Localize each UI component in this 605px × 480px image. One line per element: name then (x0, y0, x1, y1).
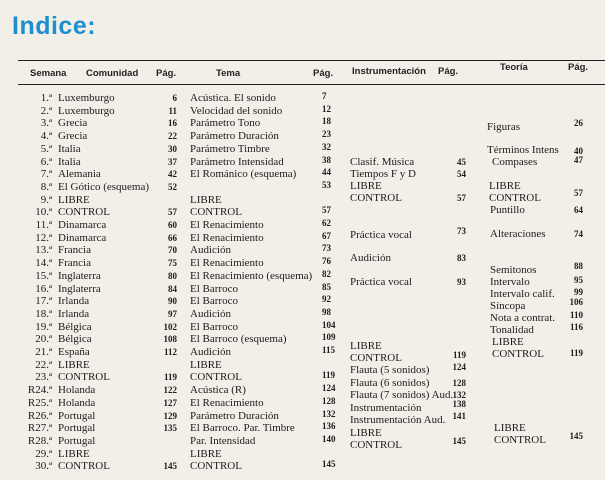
row-semana: 6.ª (40, 155, 52, 168)
row-pag-comunidad: 66 (168, 232, 177, 243)
row-tema: Parámetro Timbre (190, 142, 270, 155)
row-tema: El Barroco (esquema) (190, 333, 287, 346)
top-rule (18, 60, 605, 61)
teoria-item: Intervalo calif. (490, 288, 555, 300)
row-pag-tema: 32 (322, 141, 331, 152)
row-semana: R26.ª (27, 409, 52, 422)
row-pag-comunidad: 52 (168, 181, 177, 192)
row-tema: Parámetro Duración (190, 409, 279, 422)
row-comunidad: Portugal (58, 434, 96, 447)
row-pag-comunidad: 80 (168, 270, 177, 281)
instrumentacion-item: Flauta (7 sonidos) Aud. (350, 389, 454, 401)
row-pag-tema: 12 (322, 103, 331, 114)
row-semana: 14.ª (35, 257, 52, 270)
row-semana: 21.ª (35, 346, 52, 358)
teoria-item: Alteraciones (490, 228, 546, 240)
teoria-pag: 119 (569, 348, 583, 358)
row-pag-tema: 92 (322, 294, 331, 305)
row-semana: R25.ª (27, 396, 52, 409)
row-pag-comunidad: 90 (168, 296, 177, 307)
row-tema: LIBRE (190, 358, 222, 371)
row-pag-comunidad: 102 (163, 321, 177, 332)
header-comunidad: Comunidad (86, 68, 139, 79)
row-semana: 29.ª (35, 447, 52, 460)
row-comunidad: Alemania (58, 168, 101, 181)
row-tema: CONTROL (190, 371, 242, 384)
instrumentacion-pag: 138 (452, 399, 466, 409)
row-pag-tema: 23 (322, 129, 331, 140)
row-pag-comunidad: 108 (163, 334, 177, 345)
teoria-item: LIBRE (489, 180, 521, 192)
teoria-item: Compases (492, 156, 538, 168)
teoria-item: Síncopa (490, 300, 526, 312)
row-comunidad: Portugal (58, 409, 96, 422)
teoria-item: LIBRE (492, 336, 524, 348)
row-comunidad: Bélgica (58, 333, 92, 346)
row-semana: 18.ª (35, 307, 52, 320)
row-pag-comunidad: 119 (163, 372, 177, 383)
row-semana: 22.ª (35, 358, 52, 371)
row-pag-comunidad: 84 (168, 283, 177, 294)
teoria-pag: 64 (574, 205, 583, 215)
row-comunidad: Irlanda (58, 295, 90, 308)
row-tema: El Renacimiento (190, 396, 264, 409)
row-pag-comunidad: 97 (168, 308, 177, 319)
row-pag-comunidad: 127 (163, 397, 177, 408)
row-comunidad: Francia (58, 244, 91, 257)
row-semana: 30.ª (35, 460, 52, 473)
row-tema: CONTROL (190, 206, 242, 219)
row-pag-comunidad: 16 (168, 118, 177, 129)
row-tema: El Barroco. Par. Timbre (190, 422, 295, 435)
instrumentacion-item: CONTROL (350, 439, 402, 451)
row-pag-comunidad: 112 (163, 347, 177, 357)
row-semana: 15.ª (35, 269, 52, 282)
row-pag-comunidad: 70 (168, 245, 177, 256)
instrumentacion-pag: 45 (457, 157, 466, 167)
row-semana: R28.ª (27, 434, 52, 447)
teoria-pag: 95 (574, 275, 583, 285)
row-pag-comunidad: 57 (168, 207, 177, 218)
instrumentacion-item: LIBRE (350, 180, 382, 192)
row-comunidad: Bélgica (58, 320, 92, 333)
row-comunidad: Luxemburgo (58, 92, 115, 104)
row-comunidad: LIBRE (58, 193, 90, 206)
instrumentacion-pag: 93 (457, 277, 466, 287)
row-pag-tema: 57 (322, 205, 331, 216)
teoria-pag: 57 (574, 188, 583, 198)
row-tema: El Renacimiento (190, 231, 264, 244)
row-semana: 16.ª (35, 282, 52, 295)
row-comunidad: CONTROL (58, 371, 110, 384)
header-pag-teoria: Pág. (568, 62, 589, 73)
row-semana: 4.ª (40, 130, 52, 143)
row-comunidad: España (58, 346, 90, 358)
row-semana: 3.ª (40, 117, 52, 130)
row-tema: El Románico (esquema) (190, 168, 297, 181)
row-comunidad: CONTROL (58, 206, 110, 219)
row-pag-tema: 136 (322, 421, 336, 432)
teoria-item: Figuras (487, 121, 520, 133)
instrumentacion-pag: 119 (452, 350, 466, 360)
page-title: Indice: (12, 12, 97, 40)
header-semana: Semana (30, 68, 67, 79)
row-comunidad: Italia (58, 142, 81, 155)
teoria-pag: 145 (569, 431, 583, 441)
teoria-item: Nota a contrat. (490, 312, 556, 324)
instrumentacion-pag: 73 (457, 226, 466, 236)
row-semana: 2.ª (40, 104, 52, 117)
teoria-item: CONTROL (492, 348, 544, 360)
row-comunidad: Italia (58, 155, 81, 168)
row-tema: Audición (190, 346, 231, 358)
row-tema: El Renacimiento (esquema) (190, 269, 313, 282)
teoria-item: LIBRE (494, 422, 526, 434)
instrumentacion-item: LIBRE (350, 427, 382, 439)
row-semana: 5.ª (40, 142, 52, 155)
instrumentacion-item: CONTROL (350, 192, 402, 204)
row-pag-tema: 132 (322, 408, 336, 419)
teoria-pag: 106 (569, 297, 583, 307)
row-tema: El Renacimiento (190, 219, 264, 231)
row-semana: 8.ª (40, 180, 52, 193)
row-pag-tema: 44 (322, 167, 331, 178)
row-pag-tema: 109 (322, 332, 336, 343)
instrumentacion-item: Tiempos F y D (350, 168, 416, 180)
teoria-pag: 110 (569, 310, 583, 320)
row-semana: R27.ª (27, 422, 52, 435)
instrumentacion-item: Audición (350, 252, 391, 264)
header-pag-comunidad: Pág. (156, 68, 177, 79)
row-semana: 17.ª (35, 295, 52, 308)
row-pag-tema: 62 (322, 218, 331, 228)
row-pag-comunidad: 30 (168, 143, 177, 154)
instrumentacion-item: Clasif. Música (350, 156, 415, 168)
row-pag-comunidad: 11 (168, 105, 177, 116)
row-pag-tema: 104 (322, 319, 336, 330)
row-pag-tema: 140 (322, 433, 336, 444)
teoria-item: CONTROL (494, 434, 546, 446)
row-tema: Audición (190, 307, 231, 320)
header-teoria: Teoría (500, 62, 528, 73)
row-comunidad: LIBRE (58, 447, 90, 460)
teoria-pag: 40 (574, 146, 583, 156)
row-comunidad: El Gótico (esquema) (58, 180, 150, 193)
row-semana: 7.ª (40, 168, 52, 181)
instrumentacion-pag: 124 (452, 362, 466, 372)
row-comunidad: Luxemburgo (58, 104, 115, 117)
header-instrumentacion: Instrumentación (352, 66, 426, 77)
row-pag-tema: 18 (322, 116, 331, 127)
instrumentacion-item: CONTROL (350, 352, 402, 364)
row-tema: LIBRE (190, 447, 222, 460)
teoria-pag: 74 (574, 229, 583, 239)
row-pag-comunidad: 129 (163, 410, 177, 421)
teoria-item: Términos Intens (487, 144, 559, 156)
teoria-pag: 26 (574, 118, 583, 128)
row-semana: R24.ª (27, 384, 52, 397)
row-pag-comunidad: 60 (168, 220, 177, 230)
header-rule (18, 84, 605, 85)
row-pag-tema: 67 (322, 230, 331, 241)
instrumentacion-item: LIBRE (350, 340, 382, 352)
row-semana: 1.ª (40, 92, 52, 104)
row-semana: 11.ª (35, 219, 52, 231)
instrumentacion-item: Flauta (5 sonidos) (350, 364, 430, 376)
row-tema: Par. Intensidad (190, 434, 256, 447)
row-tema: Acústica. El sonido (190, 92, 276, 104)
row-tema: El Barroco (190, 282, 238, 295)
teoria-pag: 88 (574, 261, 583, 271)
teoria-item: Tonalidad (490, 324, 534, 336)
row-comunidad: CONTROL (58, 460, 110, 473)
row-tema: El Barroco (190, 295, 238, 308)
instrumentacion-pag: 145 (452, 436, 466, 446)
row-pag-tema: 145 (322, 459, 336, 470)
row-tema: LIBRE (190, 193, 222, 206)
row-semana: 20.ª (35, 333, 52, 346)
row-tema: Parámetro Duración (190, 130, 279, 143)
instrumentacion-item: Instrumentación (350, 402, 422, 414)
row-tema: El Renacimiento (190, 257, 264, 270)
row-pag-comunidad: 37 (168, 156, 177, 167)
teoria-item: Intervalo (490, 276, 530, 288)
instrumentacion-item: Práctica vocal (350, 229, 412, 241)
instrumentacion-pag: 57 (457, 193, 466, 203)
row-pag-comunidad: 22 (168, 131, 177, 142)
row-comunidad: Grecia (58, 117, 88, 130)
row-comunidad: Grecia (58, 130, 88, 143)
row-pag-comunidad: 145 (163, 461, 177, 472)
instrumentacion-pag: 128 (452, 378, 466, 388)
row-semana: 9.ª (40, 193, 52, 206)
row-pag-comunidad: 42 (168, 169, 177, 180)
instrumentacion-pag: 54 (457, 169, 466, 179)
header-pag-tema: Pág. (313, 68, 334, 79)
instrumentacion-item: Práctica vocal (350, 276, 412, 288)
row-pag-tema: 73 (322, 243, 331, 254)
row-comunidad: Portugal (58, 422, 96, 435)
row-tema: Parámetro Tono (190, 117, 261, 130)
row-pag-tema: 85 (322, 281, 331, 292)
row-comunidad: Francia (58, 257, 91, 270)
row-semana: 10.ª (35, 206, 52, 219)
instrumentacion-pag: 132 (452, 390, 466, 400)
row-pag-tema: 53 (322, 179, 331, 190)
instrumentacion-item: Instrumentación Aud. (350, 414, 446, 426)
header-pag-instrumentacion: Pág. (438, 66, 459, 77)
row-pag-comunidad: 122 (163, 385, 177, 396)
row-semana: 19.ª (35, 320, 52, 333)
row-pag-tema: 82 (322, 268, 331, 279)
row-tema: CONTROL (190, 460, 242, 473)
row-tema: Audición (190, 244, 231, 257)
row-semana: 12.ª (35, 231, 52, 244)
row-pag-tema: 124 (322, 383, 336, 394)
row-pag-comunidad: 75 (168, 258, 177, 269)
row-tema: El Barroco (190, 320, 238, 333)
teoria-item: Puntillo (490, 204, 525, 216)
header-tema: Tema (216, 68, 241, 79)
row-comunidad: Irlanda (58, 307, 90, 320)
row-pag-tema: 98 (322, 306, 331, 317)
row-pag-comunidad: 135 (163, 423, 177, 434)
row-comunidad: Dinamarca (58, 219, 107, 231)
instrumentacion-pag: 141 (452, 411, 466, 421)
instrumentacion-pag: 83 (457, 253, 466, 263)
row-semana: 23.ª (35, 371, 52, 384)
row-comunidad: Inglaterra (58, 269, 101, 282)
instrumentacion-item: Flauta (6 sonidos) (350, 377, 430, 389)
row-comunidad: LIBRE (58, 358, 90, 371)
teoria-item: CONTROL (489, 192, 541, 204)
teoria-item: Semitonos (490, 264, 537, 276)
teoria-pag: 116 (569, 322, 583, 332)
row-pag-tema: 128 (322, 395, 336, 406)
row-comunidad: Holanda (58, 384, 96, 397)
row-pag-comunidad: 6 (172, 93, 177, 103)
row-comunidad: Holanda (58, 396, 96, 409)
teoria-pag: 47 (574, 155, 583, 165)
row-tema: Acústica (R) (190, 384, 246, 397)
row-pag-tema: 76 (322, 256, 331, 267)
teoria-pag: 99 (574, 287, 583, 297)
row-tema: Parámetro Intensidad (190, 155, 284, 168)
row-pag-tema: 115 (322, 345, 336, 355)
row-comunidad: Dinamarca (58, 231, 107, 244)
row-comunidad: Inglaterra (58, 282, 101, 295)
row-pag-tema: 38 (322, 154, 331, 165)
row-pag-tema: 7 (322, 91, 327, 101)
row-pag-tema: 119 (322, 370, 336, 381)
row-tema: Velocidad del sonido (190, 104, 283, 117)
row-semana: 13.ª (35, 244, 52, 257)
